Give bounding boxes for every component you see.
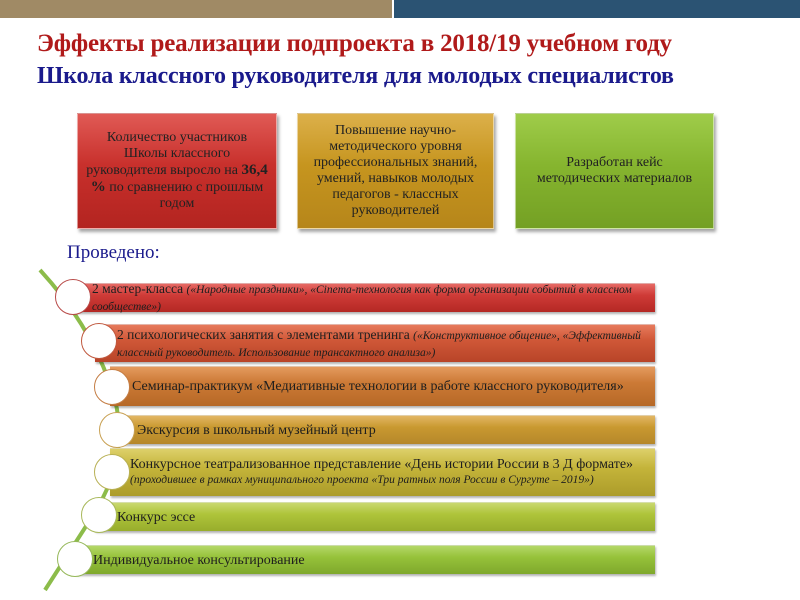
- conducted-item-6: Конкурс эссе: [95, 502, 655, 531]
- conducted-item-4: Экскурсия в школьный музейный центр: [115, 415, 655, 444]
- conducted-heading: Проведено:: [67, 242, 160, 263]
- effect-box-participants-text: Количество участников Школы классного руководителя выросло на 36,4 % по сравнению с прошлым годом: [86, 130, 268, 211]
- bullet-circle-icon: [99, 412, 135, 448]
- header-accent-bar-right: [394, 0, 800, 18]
- slide-title: Эффекты реализации подпроекта в 2018/19 учебном году: [37, 30, 672, 57]
- conducted-item-2: 2 психологических занятия с элементами тренинга («Конструктивное общение», «Эффективный классный руководитель. Использование трансактного анализа»): [95, 324, 655, 362]
- conducted-item-1: 2 мастер-класса («Народные праздники», «Cinema-технология как форма организации событий в классном сообществе»): [70, 283, 655, 312]
- bullet-circle-icon: [57, 541, 93, 577]
- conducted-item-3: Семинар-практикум «Медиативные технологии в работе классного руководителя»: [110, 366, 655, 406]
- bullet-circle-icon: [81, 497, 117, 533]
- effect-box-materials-text: Разработан кейс методических материалов: [536, 155, 693, 186]
- bullet-circle-icon: [94, 369, 130, 405]
- conducted-item-5: Конкурсное театрализованное представление «День истории России в 3 Д формате» (проходившее в рамках муниципального проекта «Три ратных поля России в Сургуте – 2019»): [110, 448, 655, 496]
- header-accent-bar-left: [0, 0, 392, 18]
- bullet-circle-icon: [81, 323, 117, 359]
- growth-percent: 36,4 %: [90, 162, 268, 195]
- effect-box-qualification-text: Повышение научно-методического уровня профессиональных знаний, умений, навыков молодых педагогов - классных руководителей: [313, 123, 478, 218]
- conducted-item-7: Индивидуальное консультирование: [75, 545, 655, 574]
- bullet-circle-icon: [55, 279, 91, 315]
- effect-box-participants: [77, 113, 277, 229]
- effect-box-materials: [515, 113, 714, 229]
- slide-subtitle: Школа классного руководителя для молодых специалистов: [37, 63, 674, 89]
- effect-box-qualification: [297, 113, 494, 229]
- bullet-circle-icon: [94, 454, 130, 490]
